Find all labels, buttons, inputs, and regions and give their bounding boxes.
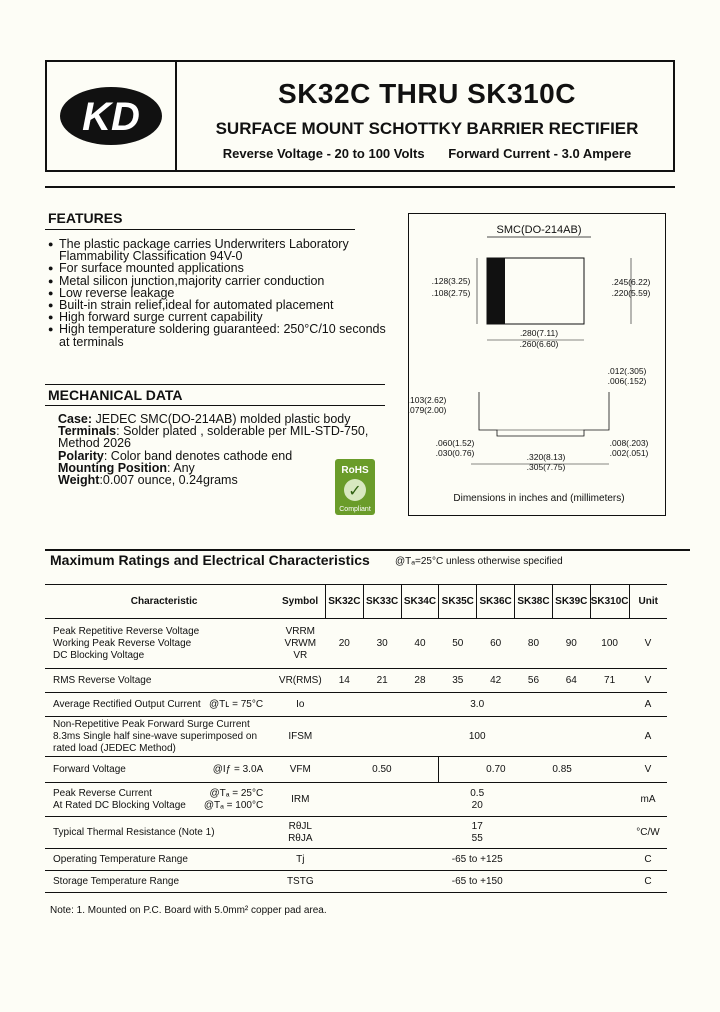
feature-item: ● High temperature soldering guaranteed: 250°C/10 seconds at terminals [48, 323, 388, 347]
table-row: RMS Reverse Voltage VR(RMS) 14 21 28 35 42 56 64 71 V [45, 669, 667, 693]
col-header: SK32C [325, 585, 363, 619]
table-row: Average Rectified Output Current @Tʟ = 75°C Io 3.0 A [45, 693, 667, 717]
table-row: Operating Temperature Range Tj -65 to +125 C [45, 849, 667, 871]
logo-text: KD [82, 95, 140, 139]
footnote: Note: 1. Mounted on P.C. Board with 5.0mm² copper pad area. [50, 905, 327, 916]
table-row: Peak Repetitive Reverse Voltage Working Peak Reverse Voltage DC Blocking Voltage VRRM VRWM VR 20 30 40 50 60 80 90 100 V [45, 619, 667, 669]
svg-text:.245(6.22): .245(6.22) [611, 277, 651, 287]
features-rule [45, 229, 355, 230]
svg-text:.008(.203): .008(.203) [609, 438, 649, 448]
rohs-badge [335, 459, 375, 515]
package-outline-box [339, 213, 666, 516]
features-list [48, 238, 388, 348]
col-header: SK34C [401, 585, 439, 619]
table-row: Non-Repetitive Peak Forward Surge Current 8.3ms Single half sine-wave superimposed on rated load (JEDEC Method) IFSM 100 A [45, 717, 667, 757]
svg-text:.012(.305): .012(.305) [607, 366, 647, 376]
rohs-text: RoHS [341, 465, 369, 476]
forward-current-rating: Forward Current - 3.0 Ampere [448, 146, 632, 161]
rohs-compliant: Compliant [339, 506, 371, 513]
mounting-label: Mounting Position [58, 460, 168, 475]
feature-item: ● Metal silicon junction,majority carrier conduction [48, 275, 388, 287]
package-name: SMC(DO-214AB) [496, 224, 582, 236]
table-row: Forward Voltage @Iƒ = 3.0A VFM 0.50 0.70 0.85 V [45, 757, 667, 783]
case-text: JEDEC SMC(DO-214AB) molded plastic body [92, 412, 351, 426]
table-row: Typical Thermal Resistance (Note 1) RθJL RθJA 17 55 °C/W [45, 817, 667, 849]
page-title: SK32C THRU SK310C [278, 78, 576, 109]
col-header: Unit [629, 585, 667, 619]
reverse-voltage-rating: Reverse Voltage - 20 to 100 Volts [222, 146, 425, 161]
table-header-row [45, 585, 667, 619]
polarity-label: Polarity [58, 448, 104, 463]
ratings-table [45, 584, 667, 893]
svg-text:.103(2.62): .103(2.62) [407, 395, 447, 405]
svg-text:.220(5.59): .220(5.59) [611, 288, 651, 298]
mechanical-heading: MECHANICAL DATA [48, 387, 183, 403]
col-header: SK39C [552, 585, 590, 619]
svg-text:.108(2.75): .108(2.75) [431, 288, 471, 298]
col-header: Symbol [275, 585, 325, 619]
feature-item: ● High forward surge current capability [48, 311, 388, 323]
svg-text:.128(3.25): .128(3.25) [431, 276, 471, 286]
features-heading: FEATURES [48, 210, 123, 226]
table-title: Maximum Ratings and Electrical Characteristics [50, 552, 370, 568]
table-row: Peak Reverse Current @Tₐ = 25°C At Rated DC Blocking Voltage @Tₐ = 100°C IRM 0.5 20 mA [45, 783, 667, 817]
terminals-text: : Solder plated , solderable per MIL-STD-750, Method 2026 [58, 424, 369, 451]
terminals-label: Terminals [58, 424, 117, 439]
logo-cell [47, 62, 177, 170]
col-header: SK35C [439, 585, 477, 619]
feature-item: ● The plastic package carries Underwriters Laboratory Flammability Classification 94V-0 [48, 238, 388, 262]
header-rule [45, 186, 675, 188]
page-subtitle: SURFACE MOUNT SCHOTTKY BARRIER RECTIFIER [215, 119, 639, 138]
feature-item: ● For surface mounted applications [48, 262, 388, 274]
mounting-text: : Any [167, 460, 195, 475]
cathode-band [487, 258, 505, 324]
weight-text: :0.007 ounce, 0.24grams [99, 473, 238, 488]
package-drawing [339, 214, 665, 515]
feature-item: ● Low reverse leakage [48, 287, 388, 299]
kd-logo [59, 86, 163, 146]
table-row: Storage Temperature Range TSTG -65 to +150 C [45, 871, 667, 893]
svg-text:.030(0.76): .030(0.76) [435, 448, 475, 458]
svg-text:.305(7.75): .305(7.75) [526, 462, 566, 472]
col-header: SK33C [363, 585, 401, 619]
svg-text:.079(2.00): .079(2.00) [407, 405, 447, 415]
svg-text:.002(.051): .002(.051) [609, 448, 649, 458]
case-label: Case: [58, 412, 93, 426]
col-header: Characteristic [45, 585, 275, 619]
table-rule [45, 549, 690, 551]
mech-rule-bottom [45, 405, 385, 406]
weight-label: Weight [58, 473, 100, 488]
table-condition: @Tₐ=25°C unless otherwise specified [395, 556, 563, 567]
polarity-text: : Color band denotes cathode end [103, 448, 293, 463]
col-header: SK310C [590, 585, 629, 619]
svg-text:.320(8.13): .320(8.13) [526, 452, 566, 462]
dimension-caption: Dimensions in inches and (millimeters) [453, 493, 625, 504]
svg-text:.060(1.52): .060(1.52) [435, 438, 475, 448]
svg-text:.280(7.11): .280(7.11) [519, 328, 559, 338]
header-box [45, 60, 675, 172]
ratings-line [177, 146, 677, 161]
svg-text:.006(.152): .006(.152) [607, 376, 647, 386]
svg-text:✓: ✓ [348, 483, 362, 500]
col-header: SK36C [477, 585, 515, 619]
feature-item: ● Built-in strain relief,ideal for automated placement [48, 299, 388, 311]
col-header: SK38C [515, 585, 553, 619]
mech-rule-top [45, 384, 385, 385]
svg-text:.260(6.60): .260(6.60) [519, 339, 559, 349]
